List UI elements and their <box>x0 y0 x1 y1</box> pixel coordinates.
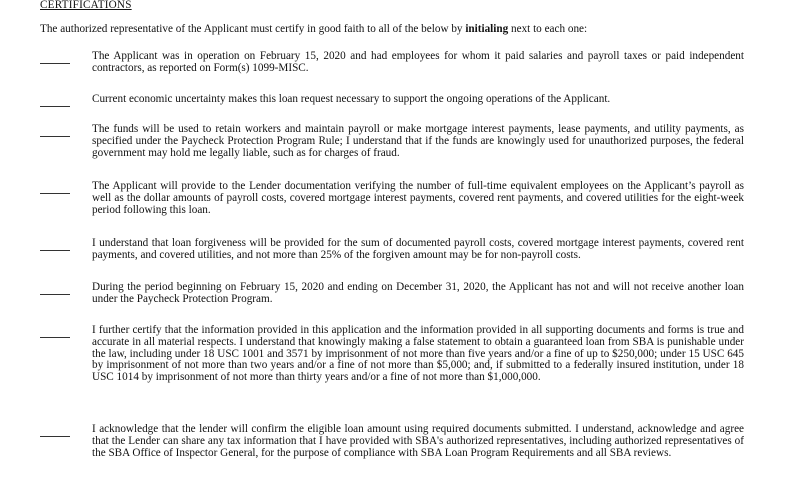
certification-text: The funds will be used to retain workers and maintain payroll or make mortgage interest payments, lease payments, and utility payments, as specified under the Paycheck Protection Program Rule; I understand that if the funds are knowingly used for unauthorized purposes, the federal government may hold me legally liable, such as for charges of fraud. <box>92 123 744 159</box>
certification-text: I further certify that the information provided in this application and the information provided in all supporting documents and forms is true and accurate in all material respects. I understand that knowingly making a false statement to obtain a guaranteed loan from SBA is punishable under the law, including under 18 USC 1001 and 3571 by imprisonment of not more than five years and/or a fine of up to $250,000; under 15 USC 645 by imprisonment of not more than two years and/or a fine of not more than $5,000; and, if submitted to a federally insured institution, under 18 USC 1014 by imprisonment of not more than thirty years and/or a fine of not more than $1,000,000. <box>92 324 744 384</box>
section-heading: CERTIFICATIONS <box>40 0 132 11</box>
certification-text: I understand that loan forgiveness will be provided for the sum of documented payroll costs, covered mortgage interest payments, covered rent payments, and covered utilities, and not more than 25% of the forgiven amount may be for non-payroll costs. <box>92 237 744 261</box>
initial-line[interactable] <box>40 136 70 137</box>
initial-line[interactable] <box>40 294 70 295</box>
certification-text: I acknowledge that the lender will confirm the eligible loan amount using required documents submitted. I understand, acknowledge and agree that the Lender can share any tax information that I have provided with SBA's authorized representatives, including authorized representatives of the SBA Office of Inspector General, for the purpose of compliance with SBA Loan Program Requirements and all SBA reviews. <box>92 423 744 459</box>
initial-line[interactable] <box>40 63 70 64</box>
certification-text: The Applicant was in operation on February 15, 2020 and had employees for whom it paid salaries and payroll taxes or paid independent contractors, as reported on Form(s) 1099-MISC. <box>92 50 744 74</box>
initial-line[interactable] <box>40 337 70 338</box>
intro-text <box>40 23 587 35</box>
certification-text: Current economic uncertainty makes this loan request necessary to support the ongoing operations of the Applicant. <box>92 93 611 105</box>
intro-text-end: next to each one: <box>508 23 588 35</box>
intro-bold-word: initialing <box>465 23 509 35</box>
initial-line[interactable] <box>40 436 70 437</box>
initial-line[interactable] <box>40 106 70 107</box>
certification-text: The Applicant will provide to the Lender documentation verifying the number of full-time equivalent employees on the Applicant’s payroll as well as the dollar amounts of payroll costs, covered mortgage interest payments, covered rent payments, and covered utilities for the eight-week period following this loan. <box>92 180 744 216</box>
certification-text: During the period beginning on February 15, 2020 and ending on December 31, 2020, the Applicant has not and will not receive another loan under the Paycheck Protection Program. <box>92 281 744 305</box>
intro-text-start: The authorized representative of the Applicant must certify in good faith to all of the below by <box>40 23 466 35</box>
initial-line[interactable] <box>40 193 70 194</box>
initial-line[interactable] <box>40 250 70 251</box>
